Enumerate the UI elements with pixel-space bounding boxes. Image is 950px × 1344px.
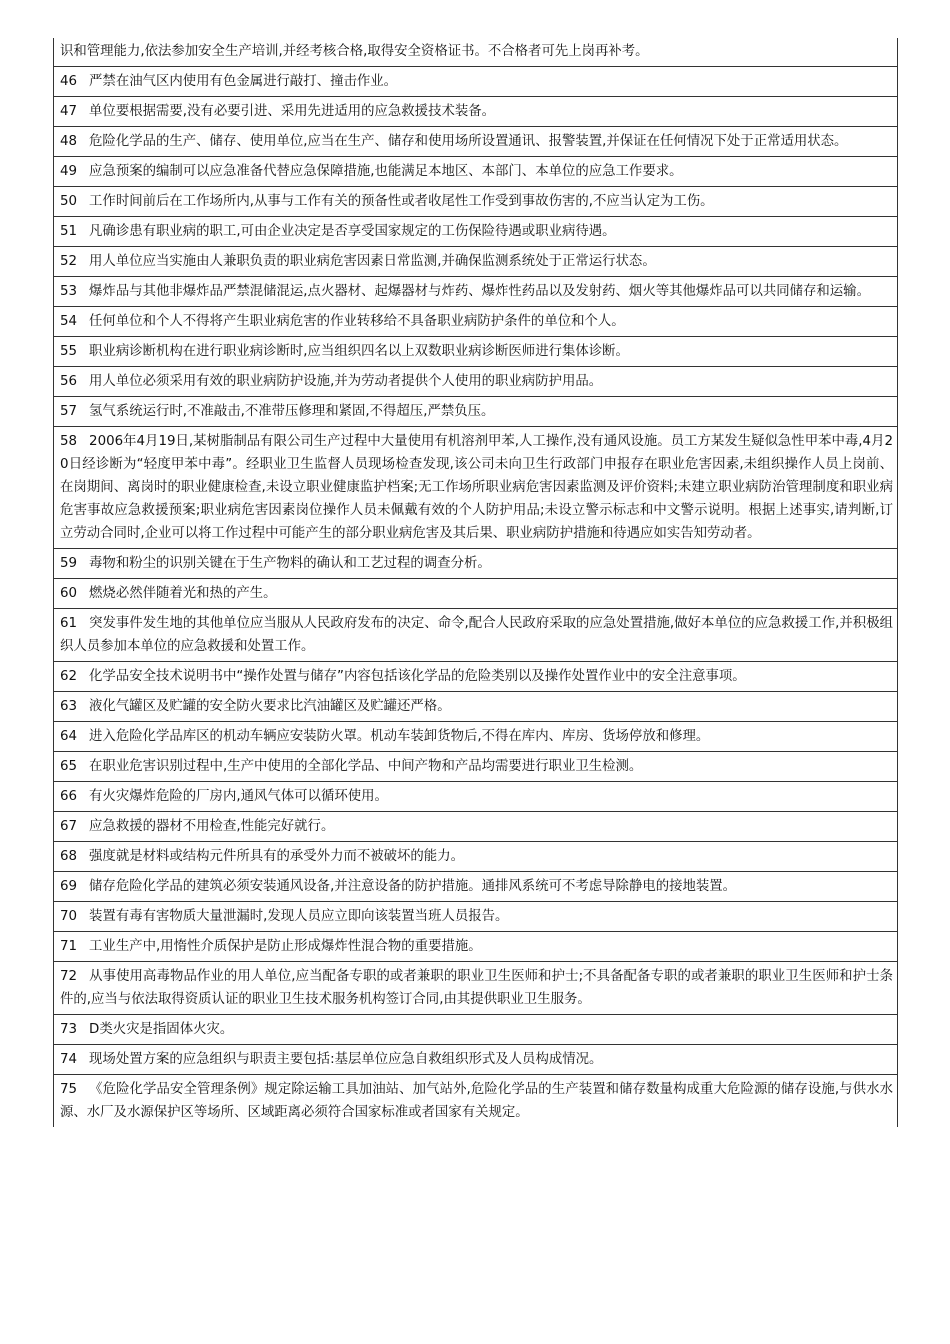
question-text: 应急救援的器材不用检查,性能完好就行。 (89, 819, 335, 834)
question-row (54, 397, 898, 427)
question-text: 任何单位和个人不得将产生职业病危害的作业转移给不具备职业病防护条件的单位和个人。 (89, 314, 625, 329)
question-cell (54, 722, 898, 752)
question-row (54, 932, 898, 962)
question-cell (54, 579, 898, 609)
question-row (54, 872, 898, 902)
question-row (54, 307, 898, 337)
question-row (54, 187, 898, 217)
question-number: 69 (60, 879, 78, 894)
question-number: 47 (60, 104, 78, 119)
question-number: 67 (60, 819, 78, 834)
question-number: 55 (60, 344, 78, 359)
question-text: 强度就是材料或结构元件所具有的承受外力而不被破坏的能力。 (89, 849, 464, 864)
question-number: 60 (60, 586, 78, 601)
question-row (54, 722, 898, 752)
question-number: 62 (60, 669, 78, 684)
question-row (54, 337, 898, 367)
question-text: 液化气罐区及贮罐的安全防火要求比汽油罐区及贮罐还严格。 (89, 699, 451, 714)
question-cell (54, 97, 898, 127)
question-text: 毒物和粉尘的识别关键在于生产物料的确认和工艺过程的调查分析。 (89, 556, 491, 571)
question-row (54, 842, 898, 872)
question-table-container (53, 38, 898, 1127)
question-number: 51 (60, 224, 78, 239)
question-table (53, 38, 898, 1127)
question-cell (54, 67, 898, 97)
question-row (54, 902, 898, 932)
question-text: 有火灾爆炸危险的厂房内,通风气体可以循环使用。 (89, 789, 388, 804)
question-number: 74 (60, 1052, 78, 1067)
question-cell (54, 427, 898, 549)
question-number: 68 (60, 849, 78, 864)
question-number: 71 (60, 939, 78, 954)
question-row (54, 1075, 898, 1128)
question-cell (54, 609, 898, 662)
question-number: 57 (60, 404, 78, 419)
question-text: 用人单位必须采用有效的职业病防护设施,并为劳动者提供个人使用的职业病防护用品。 (89, 374, 603, 389)
question-text: 危险化学品的生产、储存、使用单位,应当在生产、储存和使用场所设置通讯、报警装置,并保证在任何情况下处于正常适用状态。 (89, 134, 848, 149)
question-text: 职业病诊断机构在进行职业病诊断时,应当组织四名以上双数职业病诊断医师进行集体诊断。 (89, 344, 629, 359)
question-text: 燃烧必然伴随着光和热的产生。 (89, 586, 277, 601)
question-cell (54, 1075, 898, 1128)
question-row (54, 662, 898, 692)
question-cell (54, 157, 898, 187)
question-row (54, 277, 898, 307)
question-cell (54, 692, 898, 722)
question-text: 工业生产中,用惰性介质保护是防止形成爆炸性混合物的重要措施。 (89, 939, 482, 954)
question-row (54, 427, 898, 549)
question-row (54, 579, 898, 609)
question-cell (54, 307, 898, 337)
question-number: 56 (60, 374, 78, 389)
question-text: 应急预案的编制可以应急准备代替应急保障措施,也能满足本地区、本部门、本单位的应急工作要求。 (89, 164, 683, 179)
question-number: 75 (60, 1082, 78, 1097)
question-number: 72 (60, 969, 78, 984)
question-list (54, 38, 898, 1127)
question-number: 66 (60, 789, 78, 804)
question-text: 识和管理能力,依法参加安全生产培训,并经考核合格,取得安全资格证书。不合格者可先上岗再补考。 (60, 44, 649, 59)
question-number: 48 (60, 134, 78, 149)
question-text: 单位要根据需要,没有必要引进、采用先进适用的应急救援技术装备。 (89, 104, 496, 119)
question-row (54, 962, 898, 1015)
question-text: D类火灾是指固体火灾。 (89, 1022, 234, 1037)
question-cell (54, 127, 898, 157)
question-text: 装置有毒有害物质大量泄漏时,发现人员应立即向该装置当班人员报告。 (89, 909, 509, 924)
question-number: 52 (60, 254, 78, 269)
question-number: 50 (60, 194, 78, 209)
question-cell (54, 842, 898, 872)
question-cell (54, 782, 898, 812)
question-cell (54, 187, 898, 217)
question-number: 54 (60, 314, 78, 329)
question-row (54, 217, 898, 247)
question-number: 63 (60, 699, 78, 714)
question-row (54, 609, 898, 662)
question-number: 61 (60, 616, 78, 631)
question-row (54, 67, 898, 97)
question-text: 凡确诊患有职业病的职工,可由企业决定是否享受国家规定的工伤保险待遇或职业病待遇。 (89, 224, 616, 239)
question-row (54, 549, 898, 579)
question-cell (54, 872, 898, 902)
question-text: 爆炸品与其他非爆炸品严禁混储混运,点火器材、起爆器材与炸药、爆炸性药品以及发射药、烟火等其他爆炸品可以共同储存和运输。 (89, 284, 870, 299)
question-number: 46 (60, 74, 78, 89)
question-cell (54, 549, 898, 579)
question-text: 在职业危害识别过程中,生产中使用的全部化学品、中间产物和产品均需要进行职业卫生检测。 (89, 759, 643, 774)
question-row (54, 782, 898, 812)
question-text: 2006年4月19日,某树脂制品有限公司生产过程中大量使用有机溶剂甲苯,人工操作,没有通风设施。员工方某发生疑似急性甲苯中毒,4月20日经诊断为“轻度甲苯中毒”。经职业卫生监督人员现场检查发现,该公司未向卫生行政部门申报存在职业危害因素,未组织操作人员上岗前、在岗期间、离岗时的职业健康检查,未设立职业健康监护档案;无工作场所职业病危害因素监测及评价资料;未建立职业病防治管理制度和职业病危害事故应急救援预案;职业病危害因素岗位操作人员未佩戴有效的个人防护用品;未设立警示标志和中文警示说明。根据上述事实,请判断,订立劳动合同时,企业可以将工作过程中可能产生的部分职业病危害及其后果、职业病防护措施和待遇应如实告知劳动者。 (60, 434, 893, 541)
question-text: 氢气系统运行时,不准敲击,不准带压修理和紧固,不得超压,严禁负压。 (89, 404, 495, 419)
question-text: 化学品安全技术说明书中“操作处置与储存”内容包括该化学品的危险类别以及操作处置作业中的安全注意事项。 (89, 669, 746, 684)
question-row (54, 1045, 898, 1075)
question-cell (54, 812, 898, 842)
question-cell (54, 247, 898, 277)
question-text: 工作时间前后在工作场所内,从事与工作有关的预备性或者收尾性工作受到事故伤害的,不应当认定为工伤。 (89, 194, 714, 209)
question-cell (54, 902, 898, 932)
question-row (54, 692, 898, 722)
question-cell (54, 1015, 898, 1045)
question-row (54, 812, 898, 842)
question-text: 现场处置方案的应急组织与职责主要包括:基层单位应急自救组织形式及人员构成情况。 (89, 1052, 603, 1067)
question-cell (54, 277, 898, 307)
question-text: 进入危险化学品库区的机动车辆应安装防火罩。机动车装卸货物后,不得在库内、库房、货场停放和修理。 (89, 729, 710, 744)
question-number: 53 (60, 284, 78, 299)
question-text: 从事使用高毒物品作业的用人单位,应当配备专职的或者兼职的职业卫生医师和护士;不具备配备专职的或者兼职的职业卫生医师和护士条件的,应当与依法取得资质认证的职业卫生技术服务机构签订合同,由其提供职业卫生服务。 (60, 969, 893, 1007)
question-number: 70 (60, 909, 78, 924)
question-cell (54, 337, 898, 367)
question-row (54, 127, 898, 157)
question-row (54, 38, 898, 67)
question-number: 58 (60, 434, 78, 449)
question-row (54, 97, 898, 127)
question-cell (54, 962, 898, 1015)
question-row (54, 247, 898, 277)
question-cell (54, 662, 898, 692)
question-cell (54, 1045, 898, 1075)
question-number: 65 (60, 759, 78, 774)
question-row (54, 157, 898, 187)
question-row (54, 1015, 898, 1045)
question-cell (54, 752, 898, 782)
question-text: 用人单位应当实施由人兼职负责的职业病危害因素日常监测,并确保监测系统处于正常运行状态。 (89, 254, 656, 269)
question-row (54, 367, 898, 397)
question-cell (54, 397, 898, 427)
question-number: 64 (60, 729, 78, 744)
question-row (54, 752, 898, 782)
question-text: 储存危险化学品的建筑必须安装通风设备,并注意设备的防护措施。通排风系统可不考虑导除静电的接地装置。 (89, 879, 737, 894)
question-cell (54, 932, 898, 962)
question-number: 73 (60, 1022, 78, 1037)
question-cell (54, 367, 898, 397)
question-text: 突发事件发生地的其他单位应当服从人民政府发布的决定、命令,配合人民政府采取的应急处置措施,做好本单位的应急救援工作,并积极组织人员参加本单位的应急救援和处置工作。 (60, 616, 893, 654)
question-number: 49 (60, 164, 78, 179)
question-cell (54, 38, 898, 67)
question-number: 59 (60, 556, 78, 571)
question-text: 《危险化学品安全管理条例》规定除运输工具加油站、加气站外,危险化学品的生产装置和储存数量构成重大危险源的储存设施,与供水水源、水厂及水源保护区等场所、区域距离必须符合国家标准或者国家有关规定。 (60, 1082, 893, 1120)
question-text: 严禁在油气区内使用有色金属进行敲打、撞击作业。 (89, 74, 398, 89)
question-cell (54, 217, 898, 247)
